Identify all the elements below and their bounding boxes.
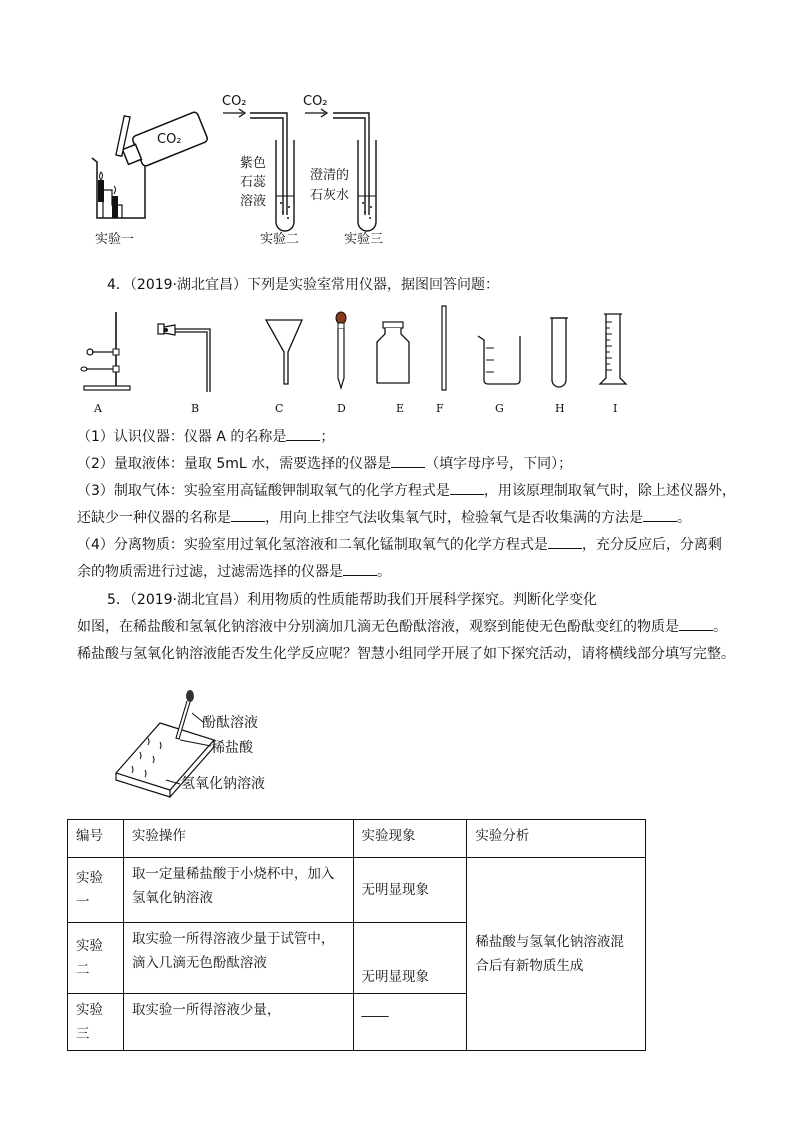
header-operation: 实验操作 xyxy=(123,820,353,858)
litmus-label-line3: 溶液 xyxy=(240,194,267,209)
caption-experiment-2: 实验二 xyxy=(260,232,300,247)
header-observation: 实验现象 xyxy=(353,820,467,858)
instrument-letter-a: A xyxy=(94,402,102,415)
table-header-row xyxy=(68,820,646,858)
instrument-letter-g: G xyxy=(495,402,504,415)
header-analysis: 实验分析 xyxy=(467,820,646,858)
instrument-letter-f: F xyxy=(436,402,444,415)
instrument-letter-i: I xyxy=(613,402,618,415)
co2-arrow-label-2: CO₂ xyxy=(222,94,247,109)
experiment-table xyxy=(67,819,646,1051)
row-operation: 取一定量稀盐酸于小烧杯中，加入氢氧化钠溶液 xyxy=(123,858,353,923)
q4-part4b-end: 。 xyxy=(377,564,391,580)
row-observation: 无明显现象 xyxy=(353,923,467,994)
row-observation-blank[interactable]: ____ xyxy=(353,994,467,1051)
q4-part3b-end: 。 xyxy=(677,510,691,526)
row-observation: 无明显现象 xyxy=(353,858,467,923)
row-id: 实验二 xyxy=(68,923,124,994)
q5-line2-end: 。 xyxy=(713,619,727,635)
q4-part1-end: ； xyxy=(320,429,335,445)
table-row xyxy=(68,858,646,923)
row-operation: 取实验一所得溶液少量于试管中，滴入几滴无色酚酞溶液 xyxy=(123,923,353,994)
analysis-cell: 稀盐酸与氢氧化钠溶液混合后有新物质生成 xyxy=(467,858,646,1051)
limewater-label-line2: 石灰水 xyxy=(310,188,350,203)
q4-part2-end: （填字母序号，下同）； xyxy=(425,456,573,472)
q4-part3-text: （3）制取气体：实验室用高锰酸钾制取氧气的化学方程式是 xyxy=(77,483,450,499)
instrument-letter-d: D xyxy=(337,402,346,415)
row-operation: 取实验一所得溶液少量， xyxy=(123,994,353,1051)
header-id: 编号 xyxy=(68,820,124,858)
co2-arrow-label-3: CO₂ xyxy=(303,94,328,109)
q4-part4-end: ，充分反应后，分离剩 xyxy=(581,537,722,553)
q4-part4b-text: 余的物质需进行过滤，过滤需选择的仪器是 xyxy=(77,564,343,580)
label-dilute-hcl: 稀盐酸 xyxy=(211,740,253,756)
litmus-label-line2: 石蕊 xyxy=(240,175,267,190)
caption-experiment-1: 实验一 xyxy=(95,232,135,247)
instrument-letter-c: C xyxy=(275,402,284,415)
instrument-letter-e: E xyxy=(396,402,405,415)
q4-part2-text: （2）量取液体：量取 5mL 水，需要选择的仪器是 xyxy=(77,456,392,472)
litmus-label-line1: 紫色 xyxy=(240,156,267,171)
q4-part3b-mid: ，用向上排空气法收集氧气时，检验氧气是否收集满的方法是 xyxy=(265,510,643,526)
co2-bottle-label: CO₂ xyxy=(157,132,182,147)
q4-part3-end: ，用该原理制取氧气时，除上述仪器外， xyxy=(483,483,736,499)
q5-heading: 5．（2019·湖北宜昌）利用物质的性质能帮助我们开展科学探究。判断化学变化 xyxy=(107,592,597,608)
label-naoh-solution: 氢氧化钠溶液 xyxy=(181,776,265,792)
instrument-letter-h: H xyxy=(555,402,565,415)
limewater-label-line1: 澄清的 xyxy=(310,168,350,183)
instrument-letter-b: B xyxy=(191,402,200,415)
row-id: 实验三 xyxy=(68,994,124,1051)
q5-line3: 稀盐酸与氢氧化钠溶液能否发生化学反应呢？智慧小组同学开展了如下探究活动，请将横线部分填写完整。 xyxy=(77,646,735,662)
q4-part1-text: （1）认识仪器：仪器 A 的名称是 xyxy=(77,429,287,445)
label-phenolphthalein: 酚酞溶液 xyxy=(202,715,258,731)
q4-part3b-text: 还缺少一种仪器的名称是 xyxy=(77,510,231,526)
q4-part4-text: （4）分离物质：实验室用过氧化氢溶液和二氧化锰制取氧气的化学方程式是 xyxy=(77,537,548,553)
q5-line2-text: 如图，在稀盐酸和氢氧化钠溶液中分别滴加几滴无色酚酞溶液，观察到能使无色酚酞变红的物质是 xyxy=(77,619,679,635)
row-id: 实验一 xyxy=(68,858,124,923)
caption-experiment-3: 实验三 xyxy=(344,232,384,247)
q4-heading: 4．（2019·湖北宜昌）下列是实验室常用仪器，据图回答问题： xyxy=(107,277,499,293)
